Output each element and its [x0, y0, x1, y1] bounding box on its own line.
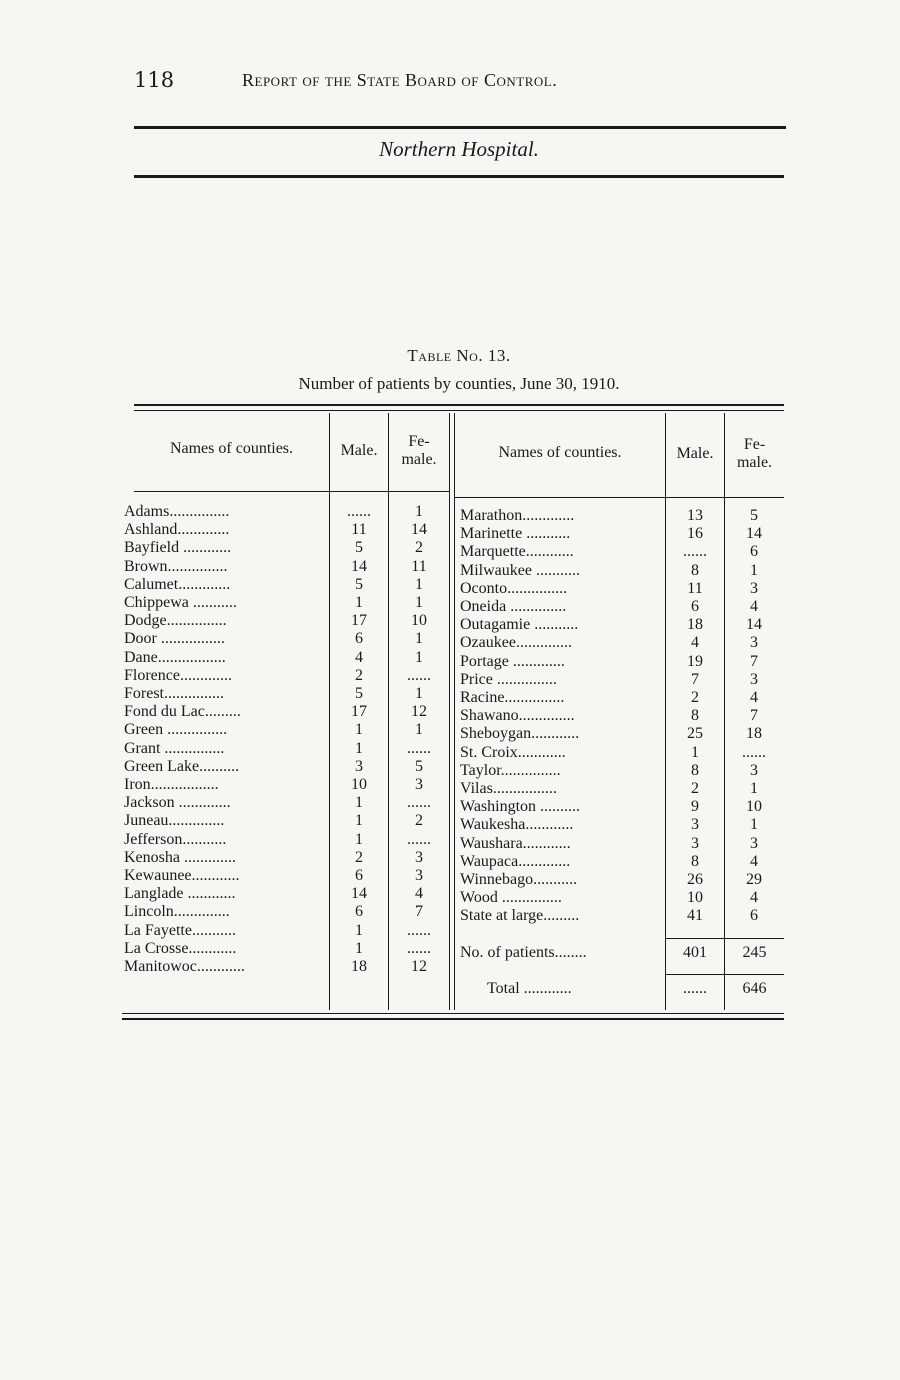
table-row [460, 598, 784, 616]
header-female-line2: male. [736, 454, 773, 471]
county-name: La Fayette........... [124, 921, 236, 939]
county-name: St. Croix............ [460, 743, 566, 761]
male-count: ...... [683, 543, 707, 561]
male-count: 2 [691, 689, 699, 706]
table-row [124, 758, 450, 776]
county-name: Waushara............ [460, 834, 571, 852]
male-count: 1 [355, 830, 363, 848]
county-name: Sheboygan............ [460, 725, 580, 743]
county-name: Grant ............... [124, 739, 225, 757]
male-count: 7 [691, 670, 699, 688]
female-count: 4 [750, 689, 758, 706]
county-name: Brown............... [124, 557, 228, 575]
county-name: Price ............... [460, 670, 557, 688]
male-count: 10 [687, 889, 703, 907]
county-name: Marquette............ [460, 543, 574, 561]
header-rule-left [134, 491, 450, 492]
female-count: 6 [750, 543, 758, 561]
running-head [134, 68, 784, 98]
female-count: 1 [750, 780, 758, 797]
male-count: 10 [351, 776, 367, 793]
female-count: 12 [411, 703, 427, 721]
male-count: 4 [691, 634, 699, 652]
male-count: 8 [691, 761, 699, 779]
table-row [124, 740, 450, 758]
county-name: Juneau.............. [124, 812, 225, 830]
county-name: Green ............... [124, 721, 228, 739]
table-row [460, 562, 784, 580]
column-line [454, 413, 455, 1010]
female-count: ...... [742, 743, 766, 761]
female-count: 12 [411, 958, 427, 975]
county-name: Ashland............. [124, 521, 230, 539]
table-row [124, 776, 450, 794]
male-count: 13 [687, 507, 703, 524]
table-row [124, 703, 450, 721]
female-count: 4 [415, 885, 423, 903]
county-name: Marinette ........... [460, 525, 571, 543]
male-count: 4 [355, 648, 363, 666]
table-row [124, 721, 450, 739]
page-number: 118 [134, 68, 175, 92]
table-row [124, 594, 450, 612]
male-count: 1 [355, 594, 363, 611]
county-name: Milwaukee ........... [460, 561, 580, 579]
female-count: 14 [746, 616, 762, 634]
male-count: 2 [691, 780, 699, 797]
table-row [124, 958, 450, 976]
table-rule-top-2 [134, 410, 784, 411]
table-row [460, 871, 784, 889]
male-count: 17 [351, 703, 367, 721]
county-name: Langlade ............ [124, 885, 236, 903]
female-count: 4 [750, 852, 758, 870]
male-count: 1 [355, 739, 363, 757]
table-row [460, 744, 784, 762]
county-name: Calumet............. [124, 575, 231, 593]
table-row [124, 849, 450, 867]
male-count: 1 [691, 743, 699, 761]
county-name: Chippewa ........... [124, 594, 237, 611]
table-row [460, 762, 784, 780]
table-row [124, 521, 450, 539]
subtotal-rule [666, 938, 784, 939]
table-row [124, 539, 450, 557]
table-row [460, 525, 784, 543]
male-count: 14 [351, 885, 367, 903]
county-name: Waukesha............ [460, 816, 574, 834]
table-row [460, 543, 784, 561]
male-count: 3 [691, 834, 699, 852]
county-name: Dodge............... [124, 612, 227, 630]
female-count: 3 [750, 634, 758, 652]
female-count: 1 [415, 685, 423, 702]
table-row [460, 507, 784, 525]
county-name: La Crosse............ [124, 939, 237, 957]
table-row [460, 780, 784, 798]
male-count: 3 [691, 816, 699, 834]
female-count: 4 [750, 889, 758, 907]
table-row [124, 630, 450, 648]
header-female-right [725, 436, 784, 472]
county-name: Iron................. [124, 776, 219, 793]
county-name: Portage ............. [460, 652, 565, 670]
female-count: 3 [415, 776, 423, 793]
male-count: 1 [355, 721, 363, 739]
male-count: 1 [355, 921, 363, 939]
male-count: 5 [355, 685, 363, 702]
female-count: 7 [750, 652, 758, 670]
male-count: 8 [691, 561, 699, 579]
female-count: 10 [746, 798, 762, 816]
male-count: 6 [355, 867, 363, 884]
table-row [460, 689, 784, 707]
male-count: 19 [687, 652, 703, 670]
male-count: 3 [355, 757, 363, 775]
header-female-line1: Fe- [743, 436, 766, 453]
male-count: 14 [351, 557, 367, 575]
female-count: 1 [415, 575, 423, 593]
table-row [460, 889, 784, 907]
male-count: 26 [687, 871, 703, 888]
section-title: Northern Hospital. [379, 137, 539, 161]
male-count: 9 [691, 798, 699, 816]
header-female-left [389, 433, 449, 469]
female-count: ...... [407, 921, 431, 939]
total-female: 646 [742, 980, 767, 997]
county-name: Waupaca............. [460, 852, 571, 870]
table-row [124, 922, 450, 940]
table-row [124, 558, 450, 576]
male-count: 6 [691, 598, 699, 615]
county-name: Marathon............. [460, 507, 575, 524]
female-count: 1 [415, 648, 423, 666]
county-name: Lincoln.............. [124, 903, 230, 921]
county-name: Door ................ [124, 630, 225, 648]
male-count: 17 [351, 612, 367, 630]
table-row [124, 940, 450, 958]
male-count: 11 [687, 579, 703, 597]
header-rule-right [455, 497, 784, 498]
county-name: Florence............. [124, 666, 232, 684]
male-count: 6 [355, 903, 363, 921]
male-count: 5 [355, 539, 363, 557]
female-count: ...... [407, 830, 431, 848]
table-rule-top-1 [134, 404, 784, 406]
table-rule-bottom-2 [122, 1018, 784, 1020]
county-name: State at large......... [460, 907, 580, 925]
table-row [460, 816, 784, 834]
female-count: 1 [415, 721, 423, 739]
table-rule-bottom-1 [122, 1013, 784, 1014]
female-count: 5 [750, 507, 758, 524]
male-count: 8 [691, 707, 699, 725]
female-count: 5 [415, 757, 423, 775]
county-name: Racine............... [460, 689, 565, 706]
county-name: Washington .......... [460, 798, 581, 816]
county-name: Manitowoc............ [124, 958, 245, 975]
county-name: Shawano.............. [460, 707, 575, 725]
county-name: Ozaukee.............. [460, 634, 572, 652]
male-count: 2 [355, 666, 363, 684]
table-row [124, 885, 450, 903]
table-row [124, 576, 450, 594]
table-row [124, 685, 450, 703]
male-count: 1 [355, 794, 363, 812]
county-name: Wood ............... [460, 889, 562, 907]
table-row [124, 831, 450, 849]
total-rule [666, 974, 784, 975]
table-row [124, 612, 450, 630]
county-name: Jackson ............. [124, 794, 231, 812]
female-count: 29 [746, 871, 762, 888]
header-male-left: Male. [340, 442, 378, 459]
female-count: ...... [407, 739, 431, 757]
total-male: ...... [683, 980, 707, 997]
female-count: 18 [746, 725, 762, 743]
female-count: 3 [750, 834, 758, 852]
female-count: ...... [407, 794, 431, 812]
male-count: 18 [687, 616, 703, 634]
header-female-line2: male. [401, 451, 437, 468]
header-names-right: Names of counties. [498, 444, 622, 461]
table-row [460, 853, 784, 871]
female-count: 2 [415, 539, 423, 557]
county-name: Oneida .............. [460, 598, 567, 615]
male-count: 25 [687, 725, 703, 743]
male-count: 18 [351, 958, 367, 975]
county-name: Kenosha ............. [124, 848, 236, 866]
female-count: 1 [415, 503, 423, 520]
female-count: 11 [411, 557, 427, 575]
table-row [460, 616, 784, 634]
table-row [124, 649, 450, 667]
female-count: ...... [407, 939, 431, 957]
county-name: Adams............... [124, 503, 230, 520]
female-count: 7 [415, 903, 423, 921]
table-row [124, 867, 450, 885]
female-count: 3 [750, 579, 758, 597]
female-count: 4 [750, 598, 758, 615]
header-names-left: Names of counties. [169, 440, 294, 457]
county-name: Vilas................ [460, 780, 557, 797]
patients-male: 401 [683, 944, 707, 961]
county-name: Outagamie ........... [460, 616, 579, 634]
male-count: 2 [355, 848, 363, 866]
female-count: 1 [750, 816, 758, 834]
female-count: 3 [415, 867, 423, 884]
female-count: 3 [415, 848, 423, 866]
county-name: Kewaunee............ [124, 867, 240, 884]
county-name: Jefferson........... [124, 830, 227, 848]
header-rule-top [134, 126, 786, 129]
table-title: Table No. 13. [407, 346, 511, 365]
female-count: 1 [415, 630, 423, 648]
total-label: Total ............ [487, 980, 572, 997]
female-count: 1 [750, 561, 758, 579]
female-count: 7 [750, 707, 758, 725]
county-name: Taylor............... [460, 761, 561, 779]
table-row [460, 634, 784, 652]
table-row [460, 653, 784, 671]
male-count: 41 [687, 907, 703, 925]
county-name: Winnebago........... [460, 871, 578, 888]
female-count: ...... [407, 666, 431, 684]
county-name: Bayfield ............ [124, 539, 232, 557]
county-name: Dane................. [124, 648, 226, 666]
county-name: Forest............... [124, 685, 224, 702]
male-count: 1 [355, 939, 363, 957]
table-row [460, 725, 784, 743]
male-count: ...... [347, 503, 371, 520]
female-count: 2 [415, 812, 423, 830]
female-count: 6 [750, 907, 758, 925]
table-row [460, 835, 784, 853]
female-count: 3 [750, 761, 758, 779]
patients-label: No. of patients........ [460, 944, 587, 961]
female-count: 14 [411, 521, 427, 539]
table-row [124, 794, 450, 812]
female-count: 1 [415, 594, 423, 611]
table-row [460, 707, 784, 725]
male-count: 11 [351, 521, 367, 539]
table-row [460, 580, 784, 598]
female-count: 10 [411, 612, 427, 630]
county-name: Fond du Lac......... [124, 703, 241, 721]
male-count: 1 [355, 812, 363, 830]
table-row [124, 667, 450, 685]
patients-female: 245 [742, 944, 767, 961]
report-title: Report of the State Board of Control. [242, 70, 558, 90]
header-female-line1: Fe- [408, 433, 430, 450]
header-male-right: Male. [676, 445, 714, 462]
county-name: Oconto............... [460, 579, 568, 597]
table-row [460, 671, 784, 689]
table-row [460, 907, 784, 925]
table-row [124, 503, 450, 521]
county-name: Green Lake.......... [124, 757, 240, 775]
total-row [455, 980, 784, 998]
male-count: 5 [355, 575, 363, 593]
female-count: 14 [746, 525, 762, 543]
table-row [460, 798, 784, 816]
patients-row [455, 944, 784, 962]
male-count: 6 [355, 630, 363, 648]
male-count: 8 [691, 852, 699, 870]
header-rule-bottom [134, 175, 784, 178]
table-row [124, 812, 450, 830]
table-caption: Number of patients by counties, June 30, 1910. [298, 374, 620, 393]
female-count: 3 [750, 670, 758, 688]
male-count: 16 [687, 525, 703, 543]
table-row [124, 903, 450, 921]
